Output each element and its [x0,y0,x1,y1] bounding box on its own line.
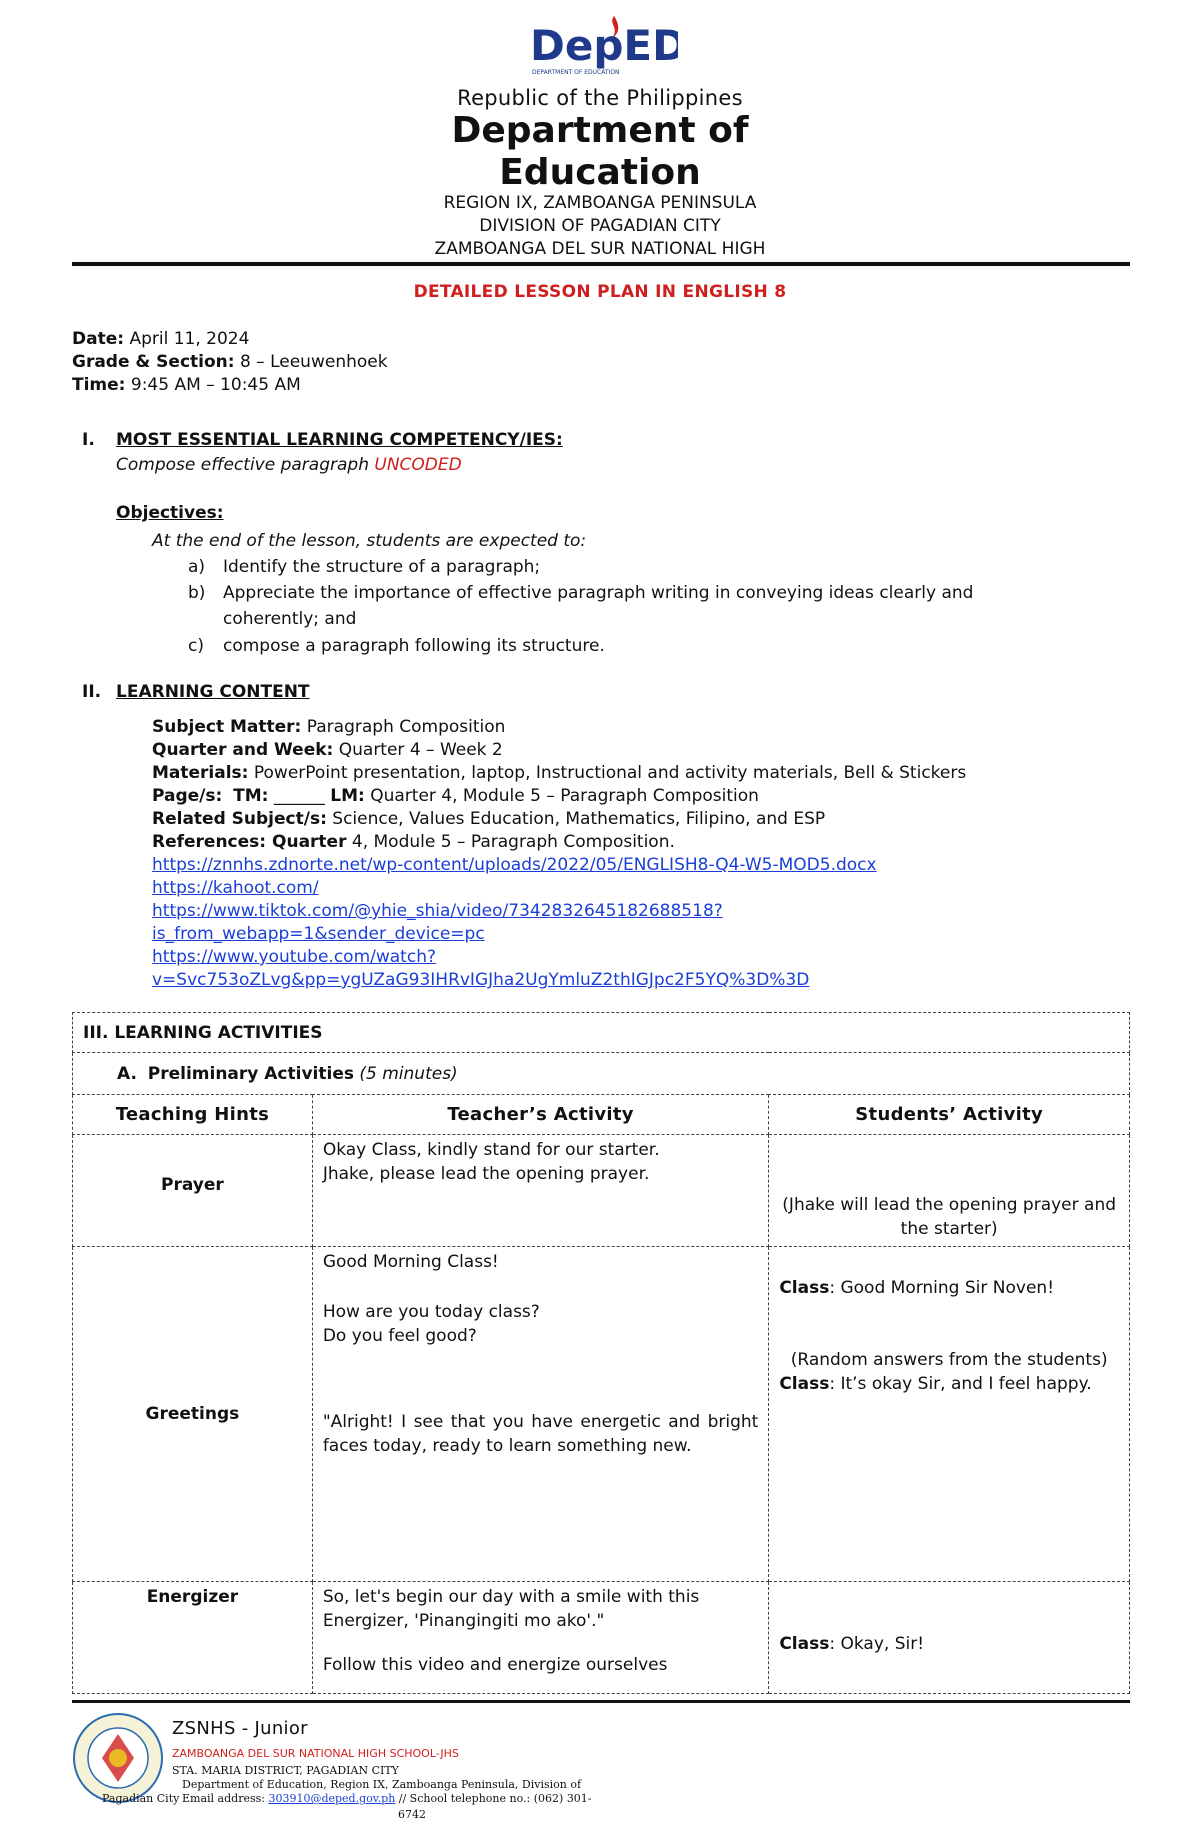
materials-row [152,762,966,785]
school-seal [72,1712,164,1804]
table-row-energizer [73,1582,1130,1694]
grade-row [72,351,388,374]
division-line: DIVISION OF PAGADIAN CITY [479,216,721,236]
preliminary-title: Preliminary Activities [147,1063,354,1084]
footer-divider [72,1700,1130,1703]
section-2-title: LEARNING CONTENT [116,682,310,702]
reference-link-deped-module[interactable]: https://znnhs.zdnorte.net/wp-content/uploads/2022/05/ENGLISH8-Q4-W5-MOD5.docx [152,855,877,875]
objective-text: coherently; and [223,609,357,629]
section-1-number: I. [82,430,95,450]
student-line [779,1372,1119,1396]
objective-text: compose a paragraph following its structure. [223,636,605,656]
subject-label: Subject Matter: [152,717,302,737]
hint-prayer: Prayer [73,1135,313,1247]
deped-logo-graphic [528,14,678,80]
quarter-row [152,739,503,762]
school-line: ZAMBOANGA DEL SUR NATIONAL HIGH [434,239,766,259]
materials-label: Materials: [152,763,249,783]
logo-wordmark: DepED [530,21,678,70]
time-value: 9:45 AM – 10:45 AM [125,375,301,395]
competency-label: Compose effective paragraph [116,455,375,475]
footer-school-full: ZAMBOANGA DEL SUR NATIONAL HIGH SCHOOL-JHS [172,1747,459,1760]
hint-greetings: Greetings [73,1247,313,1582]
objective-letter: a) [188,557,206,577]
footer-phone-tail: 6742 [398,1808,426,1821]
section-3-cell [73,1013,1130,1053]
reference-link-kahoot[interactable]: https://kahoot.com/ [152,878,319,898]
references-row [152,831,675,854]
references-label: References: [152,832,267,852]
pages-row [152,785,759,808]
column-header-hints: Teaching Hints [73,1095,313,1135]
student-prayer: (Jhake will lead the opening prayer and the starter) [769,1135,1130,1247]
teacher-greetings [312,1247,769,1582]
related-value: Science, Values Education, Mathematics, Filipino, and ESP [326,809,826,829]
footer-contact [182,1792,592,1805]
email-link[interactable]: 303910@deped.gov.ph [268,1792,396,1805]
phone-text: // School telephone no.: (062) 301- [395,1792,592,1805]
competency-code: UNCODED [374,455,462,475]
reference-link-tiktok-cont[interactable]: is_from_webapp=1&sender_device=pc [152,924,485,944]
lm-label: LM: [330,786,365,806]
preliminary-letter: A. [117,1063,137,1084]
student-line: (Random answers from the students) [790,1350,1108,1370]
table-row [73,1053,1130,1095]
references-value: 4, Module 5 – Paragraph Composition. [346,832,675,852]
footer-city: Pagadian City [102,1792,180,1805]
student-response: : Good Morning Sir Noven! [829,1278,1055,1298]
table-row-prayer [73,1135,1130,1247]
teacher-energizer [312,1582,769,1694]
objectives-title: Objectives: [116,503,224,523]
references-bold: Quarter [266,832,347,852]
materials-value: PowerPoint presentation, laptop, Instructional and activity materials, Bell & Stickers [248,763,967,783]
teacher-line: Do you feel good? [322,1326,477,1346]
lesson-plan-title: DETAILED LESSON PLAN IN ENGLISH 8 [413,282,787,302]
header-divider [72,262,1130,266]
student-energizer [769,1582,1130,1694]
section-1-title: MOST ESSENTIAL LEARNING COMPETENCY/IES: [116,430,563,450]
reference-link-youtube[interactable]: https://www.youtube.com/watch? [152,947,436,967]
column-header-teacher: Teacher’s Activity [312,1095,769,1135]
region-line: REGION IX, ZAMBOANGA PENINSULA [443,193,757,213]
time-row [72,374,301,397]
table-row [73,1013,1130,1053]
competency-text [116,454,462,477]
student-greetings [769,1247,1130,1582]
tm-blank: ______ [268,786,331,806]
deped-logo [528,14,678,80]
school-seal-graphic [72,1712,164,1804]
hint-energizer: Energizer [73,1582,313,1694]
email-label: Email address: [182,1792,269,1805]
pages-label: Page/s: [152,786,223,806]
teacher-line: "Alright! I see that you have energetic and bright faces today, ready to learn something new. [322,1412,759,1456]
class-label: Class [779,1278,830,1298]
lm-value: Quarter 4, Module 5 – Paragraph Composition [364,786,759,806]
date-label: Date: [72,329,125,349]
class-label: Class [779,1374,830,1394]
section-2-number: II. [82,682,102,702]
student-response: : Okay, Sir! [829,1634,925,1654]
department-line-2: Education [499,152,701,193]
time-label: Time: [72,375,126,395]
teacher-line: Good Morning Class! [322,1252,499,1272]
teacher-line: How are you today class? [322,1302,540,1322]
objective-text: Appreciate the importance of effective paragraph writing in conveying ideas clearly and [223,583,974,603]
teacher-line: Follow this video and energize ourselves [322,1655,668,1675]
preliminary-cell [73,1053,1130,1095]
objective-letter: c) [188,636,204,656]
teacher-prayer [312,1135,769,1247]
republic-line: Republic of the Philippines [457,86,743,110]
learning-activities-table [72,1012,1130,1694]
teacher-line: Okay Class, kindly stand for our starter. [322,1140,660,1160]
department-title [0,110,1200,194]
reference-link-youtube-cont[interactable]: v=Svc753oZLvg&pp=ygUZaG93IHRvIGJha2UgYmluZ2thIGJpc2F5YQ%3D%3D [152,970,810,990]
objective-text: Identify the structure of a paragraph; [223,557,541,577]
related-row [152,808,825,831]
logo-subtext: DEPARTMENT OF EDUCATION [532,69,620,76]
tm-label: TM: [233,786,269,806]
date-row [72,328,249,351]
footer-district: STA. MARIA DISTRICT, PAGADIAN CITY [172,1764,399,1777]
student-line [779,1276,1119,1300]
teacher-line: Jhake, please lead the opening prayer. [322,1164,650,1184]
related-label: Related Subject/s: [152,809,327,829]
subject-value: Paragraph Composition [301,717,506,737]
quarter-value: Quarter 4 – Week 2 [333,740,503,760]
objective-letter: b) [188,583,206,603]
column-header-students: Students’ Activity [769,1095,1130,1135]
grade-label: Grade & Section: [72,352,235,372]
department-line-1: Department of [451,110,749,151]
grade-value: 8 – Leeuwenhoek [234,352,388,372]
footer-address: Department of Education, Region IX, Zamboanga Peninsula, Division of [182,1778,582,1791]
footer-school-short: ZSNHS - Junior [172,1718,308,1739]
quarter-label: Quarter and Week: [152,740,334,760]
table-header-row [73,1095,1130,1135]
reference-link-tiktok[interactable]: https://www.tiktok.com/@yhie_shia/video/7342832645182688518? [152,901,723,921]
teacher-line: So, let's begin our day with a smile with this Energizer, 'Pinangingiti mo ako'." [322,1587,700,1631]
date-value: April 11, 2024 [124,329,250,349]
section-3-title: III. LEARNING ACTIVITIES [83,1022,323,1043]
preliminary-duration: (5 minutes) [359,1063,458,1084]
seal-sun-icon [109,1749,127,1767]
student-response: : It’s okay Sir, and I feel happy. [829,1374,1092,1394]
objectives-intro: At the end of the lesson, students are expected to: [152,531,587,551]
subject-matter-row [152,716,505,739]
table-row-greetings [73,1247,1130,1582]
class-label: Class [779,1634,830,1654]
